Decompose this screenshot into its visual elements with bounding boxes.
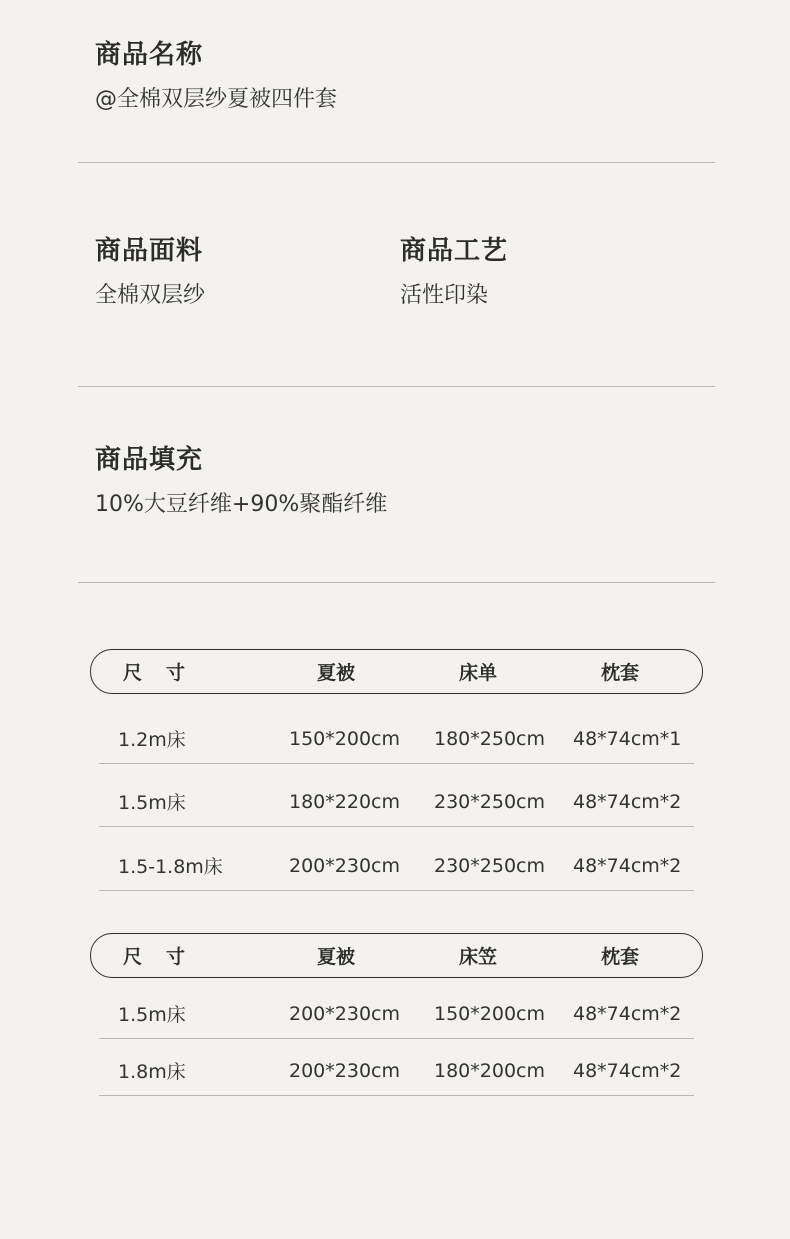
table-row <box>99 777 694 827</box>
header-size: 尺寸 <box>123 946 210 968</box>
header-quilt: 夏被 <box>317 662 356 684</box>
table-cell: 180*220cm <box>289 790 400 813</box>
table-cell: 150*200cm <box>434 1002 545 1025</box>
table-cell: 48*74cm*2 <box>573 1059 682 1082</box>
header-fitted-sheet: 床笠 <box>459 946 498 968</box>
divider <box>78 386 715 387</box>
table-cell: 200*230cm <box>289 1059 400 1082</box>
craft-value: 活性印染 <box>400 283 489 308</box>
header-pillowcase: 枕套 <box>601 946 640 968</box>
table-row <box>99 841 694 891</box>
size-table-2-header <box>90 933 703 978</box>
table-cell: 48*74cm*2 <box>573 854 682 877</box>
divider <box>78 162 715 163</box>
table-cell: 1.5m床 <box>118 1004 186 1026</box>
filling-value: 10%大豆纤维+90%聚酯纤维 <box>95 492 388 517</box>
table-cell: 1.5m床 <box>118 792 186 814</box>
table-row <box>99 1046 694 1096</box>
table-cell: 230*250cm <box>434 790 545 813</box>
product-name-label: 商品名称 <box>95 40 204 70</box>
fabric-value: 全棉双层纱 <box>95 283 206 308</box>
header-quilt: 夏被 <box>317 946 356 968</box>
table-cell: 150*200cm <box>289 727 400 750</box>
table-cell: 200*230cm <box>289 1002 400 1025</box>
product-name-value: @全棉双层纱夏被四件套 <box>95 87 338 112</box>
table-cell: 180*250cm <box>434 727 545 750</box>
table-row <box>99 989 694 1039</box>
fabric-label: 商品面料 <box>95 236 204 266</box>
header-size: 尺寸 <box>123 662 210 684</box>
table-cell: 1.5-1.8m床 <box>118 856 223 878</box>
filling-label: 商品填充 <box>95 445 204 475</box>
table-cell: 230*250cm <box>434 854 545 877</box>
table-cell: 48*74cm*2 <box>573 1002 682 1025</box>
table-cell: 48*74cm*1 <box>573 727 682 750</box>
craft-label: 商品工艺 <box>400 236 509 266</box>
table-cell: 48*74cm*2 <box>573 790 682 813</box>
table-cell: 1.2m床 <box>118 729 186 751</box>
divider <box>78 582 715 583</box>
header-pillowcase: 枕套 <box>601 662 640 684</box>
table-row <box>99 714 694 764</box>
table-cell: 200*230cm <box>289 854 400 877</box>
header-sheet: 床单 <box>459 662 498 684</box>
size-table-1-header <box>90 649 703 694</box>
table-cell: 180*200cm <box>434 1059 545 1082</box>
table-cell: 1.8m床 <box>118 1061 186 1083</box>
